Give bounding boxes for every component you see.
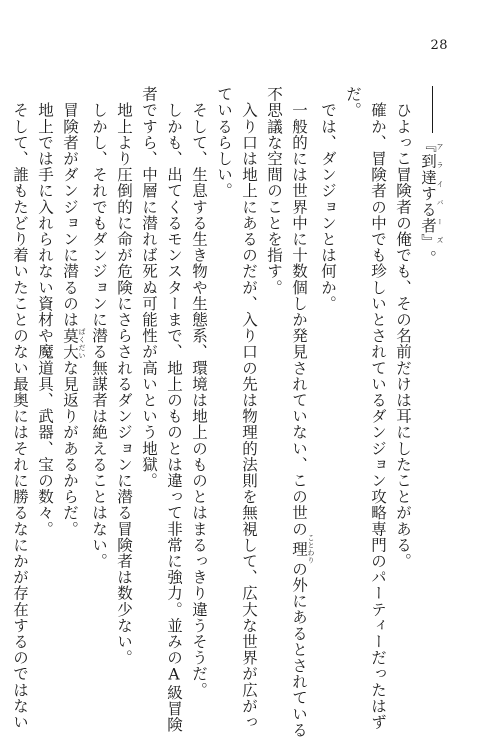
text-line: しかも、出てくるモンスターまで、地上のものとは違って非常に強力。並みのA級冒険 — [165, 86, 183, 733]
text-line: ているらしい。 — [215, 86, 233, 199]
text-line: 一般的には世界中に十数個しか発見されていない、この世の理 ことわりの外にあるとされている — [290, 86, 315, 738]
text-line: 確か、冒険者の中でも珍しいとされているダンジョン攻略専門のパーティーだったはず — [369, 86, 387, 730]
text-line: しかし、それでもダンジョンに潜る無謀者は絶えることはない。 — [90, 86, 108, 569]
text-line: 不思議な空間のことを指す。 — [265, 86, 283, 296]
text-line: だ。 — [344, 86, 362, 119]
ruby-text: 『到達する者』 アライバーズ — [419, 137, 444, 250]
page-number: 28 — [430, 38, 448, 53]
text-line: 冒険者がダンジョンに潜るのは莫大 ばくだいな見返りがあるからだ。 — [61, 86, 86, 537]
ruby-text: 理 ことわり — [290, 533, 315, 564]
vertical-text-body — [7, 86, 444, 738]
text-line: 入り口は地上にあるのだが、入り口の先は物理的法則を無視して、広大な世界が広がっ — [240, 86, 258, 730]
text-line: 地上より圧倒的に命が危険にさらされるダンジョンに潜る冒険者は数少ない。 — [115, 86, 133, 666]
text-line: そして、誰もたどり着いたことのない最奥にはそれに勝るなにかが存在するのではない — [11, 86, 29, 730]
text-line: 者ですら、中層に潜れば死ぬ可能性が高いという地獄。 — [140, 86, 158, 489]
em-dash — [431, 86, 433, 133]
ruby-text: 莫大 ばくだい — [61, 327, 86, 360]
text-line-title: 『到達する者』 アライバーズ。 — [415, 86, 444, 686]
text-line: そして、生息する生き物や生態系、環境は地上のものとはまるっきり違うそうだ。 — [190, 86, 208, 698]
text-line: ひよっこ冒険者の俺でも、その名前だけは耳にしたことがある。 — [394, 86, 412, 569]
text-line: では、ダンジョンとは何か。 — [319, 86, 337, 312]
text-line: 地上では手に入れられない資材や魔道具、武器、宝の数々。 — [36, 86, 54, 537]
